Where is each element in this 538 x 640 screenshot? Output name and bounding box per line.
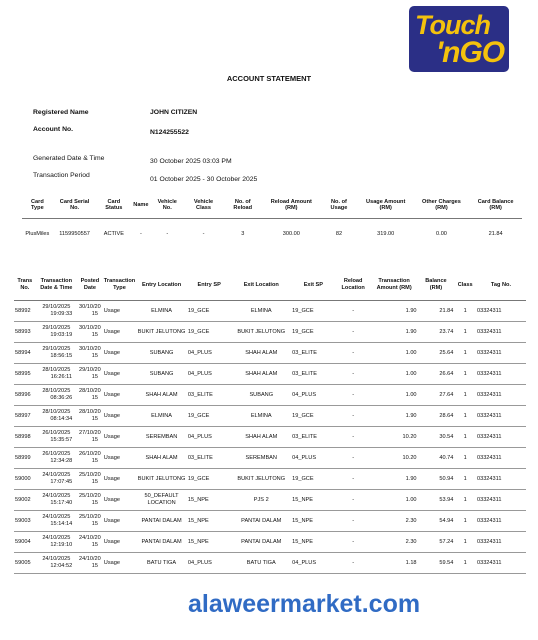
table-cell: 58993 [14, 322, 36, 343]
posted-date: 25/10/20 [79, 514, 101, 520]
card-table-header-cell: Card Status [96, 192, 131, 219]
page-title: ACCOUNT STATEMENT [226, 74, 312, 83]
table-cell: - [336, 553, 371, 574]
table-cell: 03_ELITE [187, 385, 231, 406]
table-cell: Usage [103, 301, 136, 322]
table-cell: 1.90 [371, 469, 418, 490]
table-cell: - [336, 364, 371, 385]
transaction-time: 12:19:10 [50, 542, 73, 548]
transaction-date: 29/10/2025 [42, 325, 71, 331]
watermark-text: alaweermarket.com [188, 590, 421, 618]
card-table-cell: - [166, 231, 169, 237]
transactions-header-cell: Reload Location [336, 270, 371, 301]
table-cell: - [336, 532, 371, 553]
table-cell: 1.90 [371, 301, 418, 322]
table-cell: Usage [103, 448, 136, 469]
table-cell: SEREMBAN [136, 427, 187, 448]
card-table-header [22, 192, 522, 219]
table-cell: Usage [103, 427, 136, 448]
table-row [14, 511, 526, 532]
table-cell: ELMINA [231, 406, 291, 427]
table-cell: SHAH ALAM [231, 343, 291, 364]
table-cell [77, 490, 103, 511]
table-cell: BUKIT JELUTONG [136, 469, 187, 490]
card-table-cell: - [139, 231, 142, 237]
posted-date: 25/10/20 [79, 472, 101, 478]
posted-date: 25/10/20 [79, 493, 101, 499]
table-cell: 1 [454, 322, 476, 343]
card-table-header-cell: Usage Amount (RM) [358, 192, 414, 219]
posted-date: 28/10/20 [79, 409, 101, 415]
table-row [14, 427, 526, 448]
table-cell: 10.20 [371, 448, 418, 469]
card-table-header-cell: Card Balance (RM) [469, 192, 522, 219]
table-cell: 03_ELITE [187, 448, 231, 469]
table-cell: 19_GCE [187, 322, 231, 343]
table-cell: 04_PLUS [187, 364, 231, 385]
table-cell: 1 [454, 406, 476, 427]
card-table-header-cell: Card Serial No. [53, 192, 97, 219]
transaction-date: 29/10/2025 [42, 304, 71, 310]
table-cell: ELMINA [136, 301, 187, 322]
table-cell: 1 [454, 448, 476, 469]
table-row [14, 322, 526, 343]
table-cell: 59.54 [418, 553, 455, 574]
card-table-cell: 300.00 [282, 231, 300, 237]
table-cell: BUKIT JELUTONG [231, 469, 291, 490]
posted-date-suffix: 15 [91, 500, 98, 506]
table-cell: 58997 [14, 406, 36, 427]
table-cell [36, 511, 77, 532]
table-cell: 1 [454, 553, 476, 574]
table-cell: 2.30 [371, 532, 418, 553]
transaction-time: 16:26:11 [50, 374, 72, 380]
table-cell: 1 [454, 364, 476, 385]
table-cell: 03324311 [476, 490, 526, 511]
table-cell: 59002 [14, 490, 36, 511]
table-cell: 59003 [14, 511, 36, 532]
table-cell: 03324311 [476, 406, 526, 427]
card-summary-table [22, 192, 522, 249]
table-cell: 58995 [14, 364, 36, 385]
table-cell: Usage [103, 364, 136, 385]
table-cell [77, 343, 103, 364]
posted-date: 30/10/20 [79, 304, 101, 310]
table-cell: 1.00 [371, 343, 418, 364]
table-cell: - [336, 406, 371, 427]
table-cell: SHAH ALAM [231, 364, 291, 385]
transactions-header-cell: Exit SP [291, 270, 335, 301]
table-cell: - [336, 511, 371, 532]
logo-text-ngo: 'nGO [436, 36, 505, 69]
table-cell [36, 553, 77, 574]
table-cell: SEREMBAN [231, 448, 291, 469]
touch-n-go-logo [409, 6, 509, 72]
table-cell: 21.84 [418, 301, 455, 322]
table-cell: 15_NPE [291, 532, 335, 553]
transactions-header-cell: Posted Date [77, 270, 103, 301]
table-cell: BATU TIGA [231, 553, 291, 574]
transaction-time: 12:04:52 [50, 563, 73, 569]
posted-date-suffix: 15 [91, 395, 98, 401]
transaction-date: 24/10/2025 [42, 535, 71, 541]
table-cell [77, 532, 103, 553]
table-cell: 1.00 [371, 364, 418, 385]
table-cell: 1 [454, 511, 476, 532]
posted-date-suffix: 15 [91, 311, 98, 317]
card-table-cell: 82 [335, 231, 343, 237]
table-cell: 04_PLUS [291, 553, 335, 574]
table-cell: Usage [103, 469, 136, 490]
card-table-header-cell: Other Charges (RM) [414, 192, 470, 219]
table-row [14, 553, 526, 574]
table-cell: Usage [103, 406, 136, 427]
registered-name-label: Registered Name [33, 109, 89, 116]
transaction-date: 29/10/2025 [42, 346, 71, 352]
period-value: 01 October 2025 - 30 October 2025 [150, 176, 258, 183]
table-cell: 1 [454, 490, 476, 511]
posted-date: 28/10/20 [79, 388, 101, 394]
table-row [14, 343, 526, 364]
card-table-row [22, 219, 522, 250]
table-cell: 25.64 [418, 343, 455, 364]
table-cell: - [336, 469, 371, 490]
posted-date: 26/10/20 [79, 451, 101, 457]
table-cell: SUBANG [136, 343, 187, 364]
table-cell: 15_NPE [187, 490, 231, 511]
logo-text-touch: Touch [415, 10, 490, 40]
card-table-header-cell: No. of Usage [320, 192, 358, 219]
table-cell: - [336, 343, 371, 364]
table-cell [77, 553, 103, 574]
account-no-value: N124255522 [150, 129, 189, 136]
table-cell: 1.18 [371, 553, 418, 574]
table-cell: PJS 2 [231, 490, 291, 511]
card-table-header-cell: Reload Amount (RM) [262, 192, 320, 219]
table-cell: PANTAI DALAM [231, 511, 291, 532]
table-row [14, 364, 526, 385]
table-cell: 2.30 [371, 511, 418, 532]
table-cell [36, 364, 77, 385]
table-cell [36, 385, 77, 406]
table-cell: 1.00 [371, 385, 418, 406]
table-cell [36, 301, 77, 322]
transactions-header-cell: Transaction Amount (RM) [371, 270, 418, 301]
card-table-cell: 0.00 [436, 231, 447, 237]
table-row [14, 301, 526, 322]
posted-date: 24/10/20 [79, 556, 101, 562]
transactions-header-cell: Transaction Date & Time [36, 270, 77, 301]
table-cell: 04_PLUS [187, 343, 231, 364]
table-cell: 03324311 [476, 385, 526, 406]
card-table-cell: 1159950557 [59, 231, 90, 237]
table-cell: 19_GCE [187, 406, 231, 427]
table-cell: 19_GCE [187, 469, 231, 490]
card-table-cell: - [202, 231, 205, 237]
transaction-date: 24/10/2025 [42, 472, 71, 478]
transactions-table-header [14, 270, 526, 301]
table-cell: 1 [454, 427, 476, 448]
table-cell [36, 343, 77, 364]
table-row [14, 490, 526, 511]
transaction-date: 28/10/2025 [42, 409, 71, 415]
card-table-header-cell: Vehicle No. [151, 192, 184, 219]
posted-date-suffix: 15 [91, 479, 98, 485]
posted-date: 30/10/20 [79, 325, 101, 331]
transactions-header-cell: Entry Location [136, 270, 187, 301]
table-cell: BATU TIGA [136, 553, 187, 574]
transaction-date: 28/10/2025 [42, 388, 71, 394]
posted-date-suffix: 15 [91, 437, 98, 443]
table-cell: 1 [454, 343, 476, 364]
table-cell: 03324311 [476, 511, 526, 532]
table-cell [36, 322, 77, 343]
table-cell: 03324311 [476, 469, 526, 490]
table-cell: ELMINA [231, 301, 291, 322]
table-cell: 03324311 [476, 427, 526, 448]
posted-date: 29/10/20 [79, 367, 101, 373]
card-table-header-cell: Card Type [22, 192, 53, 219]
posted-date-suffix: 15 [91, 416, 98, 422]
table-cell [77, 406, 103, 427]
transactions-header-cell: Trans No. [14, 270, 36, 301]
table-cell: 54.94 [418, 511, 455, 532]
transaction-time: 18:56:15 [50, 353, 73, 359]
table-cell: 1 [454, 385, 476, 406]
table-cell: PANTAI DALAM [136, 532, 187, 553]
table-cell: 19_GCE [291, 469, 335, 490]
table-cell: 58998 [14, 427, 36, 448]
posted-date: 24/10/20 [79, 535, 101, 541]
posted-date-suffix: 15 [91, 458, 98, 464]
table-cell: 15_NPE [291, 511, 335, 532]
table-cell [77, 322, 103, 343]
table-cell: ELMINA [136, 406, 187, 427]
table-cell: 1.90 [371, 322, 418, 343]
transactions-table [14, 270, 526, 574]
posted-date-suffix: 15 [91, 374, 98, 380]
table-cell: 15_NPE [187, 511, 231, 532]
table-cell: 15_NPE [291, 490, 335, 511]
transaction-time: 19:09:33 [50, 311, 73, 317]
table-cell: 03_ELITE [291, 364, 335, 385]
transaction-date: 28/10/2025 [42, 367, 71, 373]
transaction-date: 26/10/2025 [42, 430, 71, 436]
table-cell: 03324311 [476, 343, 526, 364]
table-cell: SHAH ALAM [136, 448, 187, 469]
table-cell: 03324311 [476, 448, 526, 469]
table-cell: SUBANG [136, 364, 187, 385]
table-row [14, 406, 526, 427]
transactions-header-cell: Class [454, 270, 476, 301]
card-table-header-cell: Name [131, 192, 150, 219]
card-table-cell: PlusMiles [25, 231, 50, 237]
table-cell: - [336, 322, 371, 343]
table-cell [77, 427, 103, 448]
table-cell [36, 448, 77, 469]
transaction-time: 15:35:57 [50, 437, 73, 443]
table-cell: 58996 [14, 385, 36, 406]
table-cell: 19_GCE [291, 301, 335, 322]
table-cell [77, 385, 103, 406]
transactions-header-cell: Exit Location [231, 270, 291, 301]
posted-date-suffix: 15 [91, 521, 98, 527]
posted-date-suffix: 15 [91, 332, 98, 338]
transaction-time: 12:34:28 [50, 458, 73, 464]
transactions-header-cell: Balance (RM) [418, 270, 455, 301]
table-cell: - [336, 301, 371, 322]
table-cell: 1 [454, 469, 476, 490]
table-cell: BUKIT JELUTONG [136, 322, 187, 343]
table-cell: 58992 [14, 301, 36, 322]
table-cell: 03324311 [476, 301, 526, 322]
table-cell: - [336, 427, 371, 448]
table-cell: 03324311 [476, 364, 526, 385]
table-cell: 04_PLUS [291, 448, 335, 469]
card-table-header-cell: No. of Reload [223, 192, 262, 219]
table-cell: 19_GCE [291, 406, 335, 427]
table-cell: 04_PLUS [187, 553, 231, 574]
table-cell [77, 301, 103, 322]
posted-date: 27/10/20 [79, 430, 101, 436]
table-cell [36, 469, 77, 490]
registered-name-value: JOHN CITIZEN [150, 109, 198, 116]
table-cell: Usage [103, 490, 136, 511]
table-cell: 15_NPE [187, 532, 231, 553]
table-cell: 50_DEFAULT LOCATION [136, 490, 187, 511]
table-cell: 58994 [14, 343, 36, 364]
posted-date: 30/10/20 [79, 346, 101, 352]
table-cell: SHAH ALAM [136, 385, 187, 406]
table-cell [77, 469, 103, 490]
table-cell: 1 [454, 532, 476, 553]
table-cell [36, 490, 77, 511]
transaction-date: 24/10/2025 [42, 493, 71, 499]
transaction-date: 24/10/2025 [42, 556, 71, 562]
table-cell: 28.64 [418, 406, 455, 427]
table-cell: Usage [103, 322, 136, 343]
transaction-time: 17:07:45 [50, 479, 73, 485]
account-no-label: Account No. [33, 126, 74, 133]
table-cell: 30.54 [418, 427, 455, 448]
table-cell: 23.74 [418, 322, 455, 343]
table-cell: 53.94 [418, 490, 455, 511]
table-row [14, 385, 526, 406]
table-cell: - [336, 385, 371, 406]
table-cell [77, 448, 103, 469]
table-cell: 10.20 [371, 427, 418, 448]
table-cell: 58999 [14, 448, 36, 469]
table-cell: Usage [103, 385, 136, 406]
table-cell: 50.94 [418, 469, 455, 490]
table-cell: 04_PLUS [187, 427, 231, 448]
table-cell: - [336, 448, 371, 469]
transactions-header-cell: Transaction Type [103, 270, 136, 301]
table-cell: Usage [103, 511, 136, 532]
table-cell: 40.74 [418, 448, 455, 469]
table-cell: BUKIT JELUTONG [231, 322, 291, 343]
generated-value: 30 October 2025 03:03 PM [150, 158, 232, 165]
table-cell: 04_PLUS [291, 385, 335, 406]
table-cell: 26.64 [418, 364, 455, 385]
transaction-time: 08:36:26 [50, 395, 73, 401]
posted-date-suffix: 15 [91, 542, 98, 548]
table-cell: 03_ELITE [291, 427, 335, 448]
table-row [14, 469, 526, 490]
table-cell [77, 364, 103, 385]
table-cell: 57.24 [418, 532, 455, 553]
transaction-time: 19:03:19 [50, 332, 73, 338]
table-cell: 03324311 [476, 553, 526, 574]
transaction-time: 15:17:40 [50, 500, 73, 506]
table-cell: 59000 [14, 469, 36, 490]
table-cell: 03324311 [476, 532, 526, 553]
card-table-header-cell: Vehicle Class [184, 192, 223, 219]
card-table-cell: 21.84 [488, 231, 503, 237]
posted-date-suffix: 15 [91, 563, 98, 569]
table-cell: 1.00 [371, 490, 418, 511]
transaction-time: 15:14:14 [50, 521, 73, 527]
transactions-header-cell: Entry SP [187, 270, 231, 301]
period-label: Transaction Period [33, 172, 90, 179]
table-cell: SUBANG [231, 385, 291, 406]
transaction-date: 24/10/2025 [42, 514, 71, 520]
table-cell: PANTAI DALAM [136, 511, 187, 532]
table-cell: 27.64 [418, 385, 455, 406]
table-cell: 03324311 [476, 322, 526, 343]
transaction-date: 26/10/2025 [42, 451, 71, 457]
transactions-header-cell: Tag No. [476, 270, 526, 301]
table-cell: Usage [103, 553, 136, 574]
posted-date-suffix: 15 [91, 353, 98, 359]
table-cell: PANTAI DALAM [231, 532, 291, 553]
table-cell: 1 [454, 301, 476, 322]
table-cell: 19_GCE [291, 322, 335, 343]
table-cell: 59004 [14, 532, 36, 553]
table-cell: SHAH ALAM [231, 427, 291, 448]
generated-label: Generated Date & Time [33, 155, 105, 162]
table-cell: Usage [103, 343, 136, 364]
card-table-cell: ACTIVE [103, 231, 124, 237]
table-cell: Usage [103, 532, 136, 553]
table-cell: - [336, 490, 371, 511]
table-cell: 59005 [14, 553, 36, 574]
table-cell: 03_ELITE [291, 343, 335, 364]
table-row [14, 532, 526, 553]
table-cell: 19_GCE [187, 301, 231, 322]
table-cell [36, 406, 77, 427]
table-cell [36, 427, 77, 448]
table-cell: 1.90 [371, 406, 418, 427]
table-cell [77, 511, 103, 532]
table-row [14, 448, 526, 469]
table-cell [36, 532, 77, 553]
card-table-cell: 319.00 [377, 231, 395, 237]
transaction-time: 08:14:34 [50, 416, 73, 422]
card-table-cell: 3 [241, 231, 245, 237]
